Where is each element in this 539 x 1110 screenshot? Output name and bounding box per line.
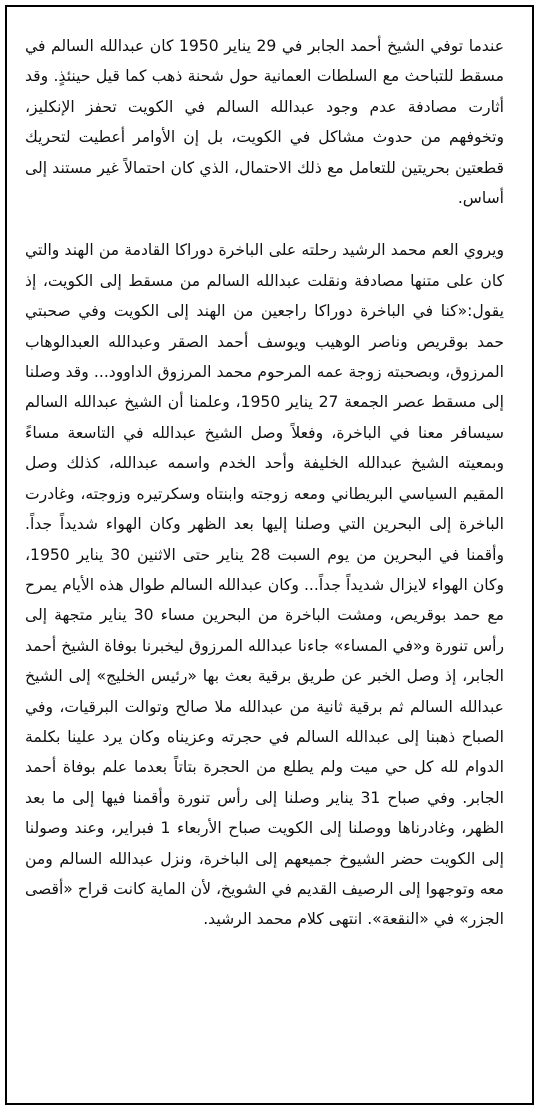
article-paragraph-2: ويروي العم محمد الرشيد رحلته على الباخرة دوراكا القادمة من الهند والتي كان على متنها مصادفة ونقلت عبدالله السالم من مسقط إلى الكويت، إذ يقول:«كنا في الباخرة دوراكا راجعين من الهند إلى الكويت وفي صحبتي حمد بوقريص وناصر الوهيب ويوسف أحمد الصقر وعبدالله العبدالوهاب المرزوق، وبصحبته زوجة عمه المرحوم محمد المرزوق الداوود... وقد وصلنا إلى مسقط عصر الجمعة 27 يناير 1950، وعلمنا أن الشيخ عبدالله السالم سيسافر معنا في الباخرة، وفعلاً وصل الشيخ عبدالله في التاسعة مساءً وبمعيته الشيخ عبدالله الخليفة وأحد الخدم واسمه عبدالله، كذلك وصل المقيم السياسي البريطاني ومعه زوجته وابنتاه وسكرتيره وزوجته، وغادرت الباخرة إلى البحرين التي وصلنا إليها بعد الظهر وكان الهواء شديداً جداً. وأقمنا في البحرين من يوم السبت 28 يناير حتى الاثنين 30 يناير 1950، وكان الهواء لايزال شديداً جداً... وكان عبدالله السالم طوال هذه الأيام يمرح مع حمد بوقريص، ومشت الباخرة من البحرين مساء 30 يناير متجهة إلى رأس تنورة و«في المساء» جاءنا عبدالله المرزوق ليخبرنا بوفاة الشيخ أحمد الجابر، إذ وصل الخبر عن طريق برقية بعث بها «رئيس الخليج» إلى الشيخ عبدالله السالم ثم برقية ثانية من عبدالله ملا صالح وتوالت البرقيات، وفي الصباح ذهبنا إلى عبدالله السالم في حجرته وعزيناه وكان يرد علينا بكلمة الدوام لله كل حي ميت ولم يطلع من الحجرة بتاتاً بعدما علم بوفاة أحمد الجابر. وفي صباح 31 يناير وصلنا إلى رأس تنورة وأقمنا فيها إلى ما بعد الظهر، وغادرناها ووصلنا إلى الكويت صباح الأربعاء 1 فبراير، وعند وصولنا إلى الكويت حضر الشيوخ جميعهم إلى الباخرة، ونزل عبدالله السالم ومن معه وتوجهوا إلى الرصيف القديم في الشويخ، لأن الماية كانت قراح «أقصى الجزر» في «النقعة». انتهى كلام محمد الرشيد. — [25, 241, 505, 929]
article-body — [25, 31, 504, 935]
article-paragraph-1: عندما توفي الشيخ أحمد الجابر في 29 يناير 1950 كان عبدالله السالم في مسقط للتباحث مع السلطات العمانية حول شحنة ذهب كما قيل حينئذٍ. وقد أثارت مصادفة عدم وجود عبدالله السالم في الكويت تحفز الإنكليز، وتخوفهم من حدوث مشاكل في الكويت، بل إن الأوامر أعطيت لتحريك قطعتين بحريتين للتعامل مع ذلك الاحتمال، الذي كان احتمالاً غير مستند إلى أساس. — [25, 37, 504, 208]
page-frame — [5, 5, 534, 1105]
